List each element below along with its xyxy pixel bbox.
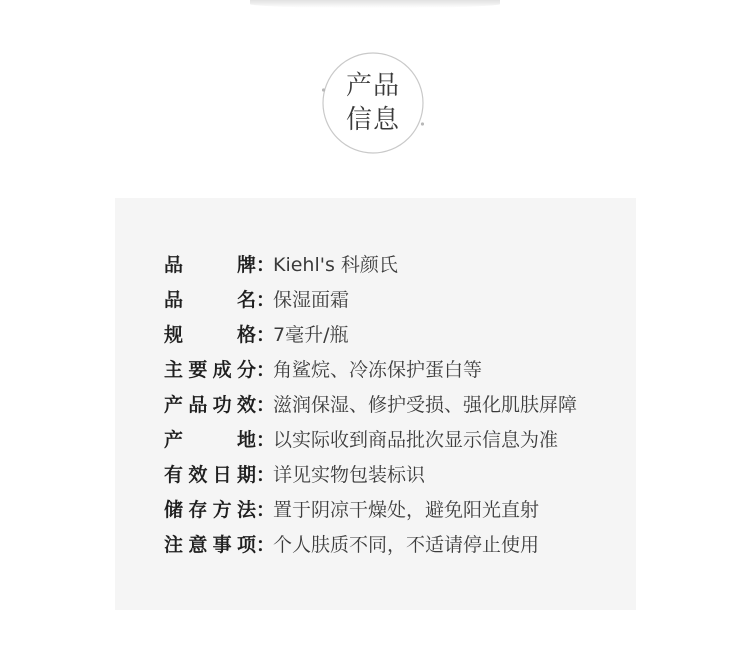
info-colon: ： bbox=[256, 429, 276, 451]
info-label: 产地 bbox=[164, 429, 256, 451]
info-label: 主要成分 bbox=[164, 359, 256, 381]
info-colon: ： bbox=[256, 534, 276, 556]
info-row-specification bbox=[164, 316, 577, 351]
info-colon: ： bbox=[256, 464, 276, 486]
info-label: 有效日期 bbox=[164, 464, 256, 486]
section-title-line2: 信息 bbox=[345, 105, 400, 135]
info-label: 产品功效 bbox=[164, 394, 256, 416]
info-value: 滋润保湿、修护受损、强化肌肤屏障 bbox=[273, 394, 578, 416]
section-title-line1: 产品 bbox=[345, 71, 400, 101]
product-info-list bbox=[164, 246, 577, 561]
product-info-panel bbox=[115, 198, 636, 610]
info-label: 储存方法 bbox=[164, 499, 256, 521]
info-value: 角鲨烷、冷冻保护蛋白等 bbox=[273, 359, 483, 381]
section-title bbox=[322, 69, 424, 137]
info-colon: ： bbox=[256, 394, 276, 416]
info-value: Kiehl's 科颜氏 bbox=[273, 254, 398, 276]
info-row-storage bbox=[164, 491, 577, 526]
info-row-product-name bbox=[164, 281, 577, 316]
info-colon: ： bbox=[256, 359, 276, 381]
info-label: 品牌 bbox=[164, 254, 256, 276]
section-title-badge bbox=[322, 52, 424, 154]
info-value: 置于阴凉干燥处，避免阳光直射 bbox=[273, 499, 540, 521]
info-value: 7毫升/瓶 bbox=[273, 324, 349, 346]
top-shadow-decoration bbox=[250, 0, 500, 8]
info-row-efficacy bbox=[164, 386, 577, 421]
info-row-brand bbox=[164, 246, 577, 281]
info-label: 注意事项 bbox=[164, 534, 256, 556]
info-value: 以实际收到商品批次显示信息为准 bbox=[273, 429, 559, 451]
info-value: 保湿面霜 bbox=[273, 289, 350, 311]
info-colon: ： bbox=[256, 499, 276, 521]
info-row-ingredients bbox=[164, 351, 577, 386]
info-row-expiry bbox=[164, 456, 577, 491]
info-row-notes bbox=[164, 526, 577, 561]
info-label: 规格 bbox=[164, 324, 256, 346]
info-colon: ： bbox=[256, 324, 276, 346]
info-value: 详见实物包装标识 bbox=[273, 464, 426, 486]
info-value: 个人肤质不同，不适请停止使用 bbox=[273, 534, 540, 556]
info-colon: ： bbox=[256, 254, 276, 276]
info-row-origin bbox=[164, 421, 577, 456]
info-label: 品名 bbox=[164, 289, 256, 311]
info-colon: ： bbox=[256, 289, 276, 311]
